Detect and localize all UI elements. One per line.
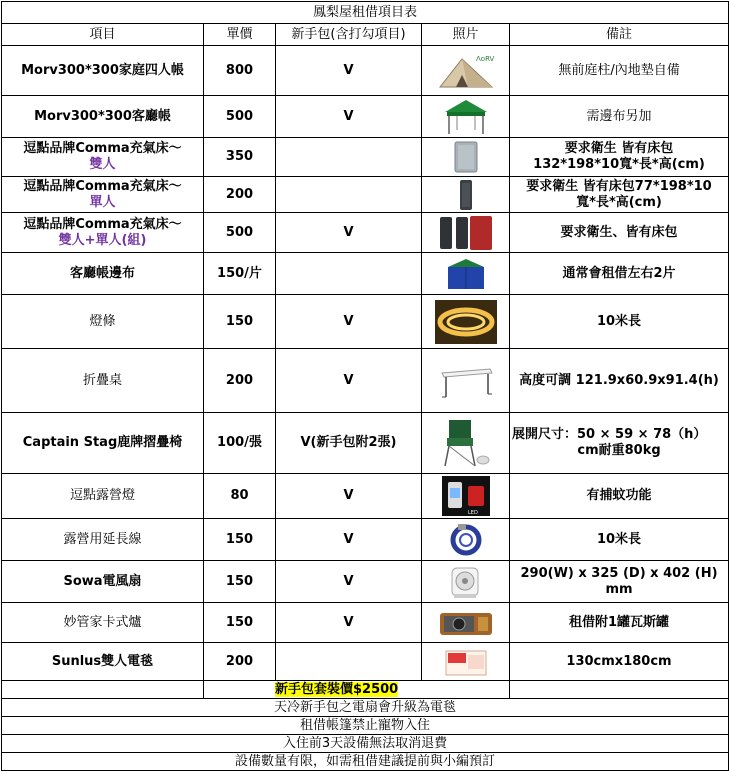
item-price: 200	[204, 177, 276, 213]
item-note: 租借附1罐瓦斯罐	[510, 603, 729, 643]
item-variant: 雙人+單人(組)	[58, 232, 147, 248]
item-note: 要求衛生 皆有床包77*198*10	[526, 178, 712, 194]
header-photo: 照片	[422, 24, 510, 46]
pack-check	[276, 253, 422, 295]
item-price: 150	[204, 561, 276, 603]
item-price: 150	[204, 519, 276, 561]
folding-chair-icon	[422, 413, 510, 474]
gas-stove-icon	[422, 603, 510, 643]
item-price: 100/張	[204, 413, 276, 474]
table-row	[2, 138, 729, 177]
table-row	[2, 46, 729, 96]
item-note: 需邊布另加	[510, 96, 729, 138]
footer-note: 設備數量有限，如需租借建議提前與小編預訂	[2, 753, 729, 771]
item-price: 200	[204, 349, 276, 413]
item-name: Morv300*300客廳帳	[2, 96, 204, 138]
table-row	[2, 643, 729, 681]
pack-check: V(新手包附2張)	[276, 413, 422, 474]
item-name: 逗點露營燈	[2, 474, 204, 519]
pack-check: V	[276, 46, 422, 96]
item-note: 10米長	[510, 295, 729, 349]
header-item: 項目	[2, 24, 204, 46]
item-name: 逗點品牌Comma充氣床～	[23, 178, 182, 194]
item-note-detail: 132*198*10寬*長*高(cm)	[533, 157, 705, 172]
promo-row	[2, 681, 729, 699]
item-note: 高度可調 121.9x60.9x91.4(h)	[510, 349, 729, 413]
header-pack: 新手包(含打勾項目)	[276, 24, 422, 46]
canopy-icon	[422, 96, 510, 138]
item-price: 150/片	[204, 253, 276, 295]
item-note: 130cmx180cm	[510, 643, 729, 681]
tent-icon	[422, 46, 510, 96]
folding-table-icon	[422, 349, 510, 413]
item-note: 10米長	[510, 519, 729, 561]
pack-check	[276, 138, 422, 177]
item-name-cell	[2, 213, 204, 253]
item-name: 妙管家卡式爐	[2, 603, 204, 643]
bundle-price: 新手包套裝價$2500	[275, 681, 399, 697]
table-row	[2, 561, 729, 603]
svg-text:ΛoRV: ΛoRV	[475, 54, 494, 63]
pack-check: V	[276, 474, 422, 519]
table-row	[2, 349, 729, 413]
item-price: 800	[204, 46, 276, 96]
item-name: Sunlus雙人電毯	[2, 643, 204, 681]
item-note: 290(W) x 325 (D) x 402 (H)	[520, 565, 718, 581]
table-row	[2, 603, 729, 643]
item-name: Morv300*300家庭四人帳	[2, 46, 204, 96]
table-row	[2, 253, 729, 295]
pack-check: V	[276, 349, 422, 413]
header-row	[2, 24, 729, 46]
item-name: 逗點品牌Comma充氣床～	[23, 141, 182, 156]
item-note: 無前庭柱/內地墊自備	[510, 46, 729, 96]
item-name-cell	[2, 138, 204, 177]
table-row	[2, 413, 729, 474]
item-price: 150	[204, 603, 276, 643]
item-note-cell	[510, 177, 729, 213]
table-row	[2, 474, 729, 519]
pack-check: V	[276, 603, 422, 643]
footer-note: 入住前3天設備無法取消退費	[2, 735, 729, 753]
svg-text:LED: LED	[467, 510, 478, 516]
item-price: 200	[204, 643, 276, 681]
footer-note: 天冷新手包之電扇會升級為電毯	[2, 699, 729, 717]
single-mattress-icon	[422, 177, 510, 213]
item-price: 150	[204, 295, 276, 349]
pack-check: V	[276, 519, 422, 561]
item-variant: 雙人	[89, 157, 116, 172]
pack-check	[276, 177, 422, 213]
item-note-cell	[510, 413, 729, 474]
table-row	[2, 213, 729, 253]
item-name: Sowa電風扇	[2, 561, 204, 603]
pack-check: V	[276, 295, 422, 349]
extension-cord-icon	[422, 519, 510, 561]
item-note-cell	[510, 561, 729, 603]
item-name: 燈條	[2, 295, 204, 349]
item-note: 展開尺寸：50 × 59 × 78（h）	[512, 427, 707, 442]
item-variant: 單人	[89, 194, 116, 210]
table-row	[2, 177, 729, 213]
pack-check: V	[276, 213, 422, 253]
item-price: 80	[204, 474, 276, 519]
item-name: Captain Stag鹿牌摺疊椅	[2, 413, 204, 474]
electric-fan-icon	[422, 561, 510, 603]
item-name: 露營用延長線	[2, 519, 204, 561]
table-row	[2, 519, 729, 561]
item-note: 要求衛生 皆有床包	[564, 141, 674, 156]
item-note-detail: 寬*長*高(cm)	[576, 194, 662, 210]
item-price: 500	[204, 213, 276, 253]
light-strip-icon	[422, 295, 510, 349]
item-price: 500	[204, 96, 276, 138]
pack-check: V	[276, 561, 422, 603]
pack-check	[276, 643, 422, 681]
side-wall-icon	[422, 253, 510, 295]
mattress-set-icon	[422, 213, 510, 253]
item-note-cell	[510, 138, 729, 177]
table-row	[2, 295, 729, 349]
pack-check: V	[276, 96, 422, 138]
header-price: 單價	[204, 24, 276, 46]
item-note: 要求衛生、皆有床包	[510, 213, 729, 253]
rental-table	[1, 1, 729, 771]
item-note-detail: cm耐重80kg	[577, 443, 661, 458]
item-name: 客廳帳邊布	[2, 253, 204, 295]
footer-note: 租借帳篷禁止寵物入住	[2, 717, 729, 735]
sheet-title: 鳳梨屋租借項目表	[2, 2, 729, 24]
item-name-cell	[2, 177, 204, 213]
item-price: 350	[204, 138, 276, 177]
item-note: 有捕蚊功能	[510, 474, 729, 519]
air-mattress-icon	[422, 138, 510, 177]
camping-lamp-icon	[422, 474, 510, 519]
table-row	[2, 96, 729, 138]
item-name: 折疊桌	[2, 349, 204, 413]
electric-blanket-icon	[422, 643, 510, 681]
item-name: 逗點品牌Comma充氣床～	[23, 216, 182, 232]
header-note: 備註	[510, 24, 729, 46]
item-note: 通常會租借左右2片	[510, 253, 729, 295]
item-note-detail: mm	[605, 581, 633, 597]
